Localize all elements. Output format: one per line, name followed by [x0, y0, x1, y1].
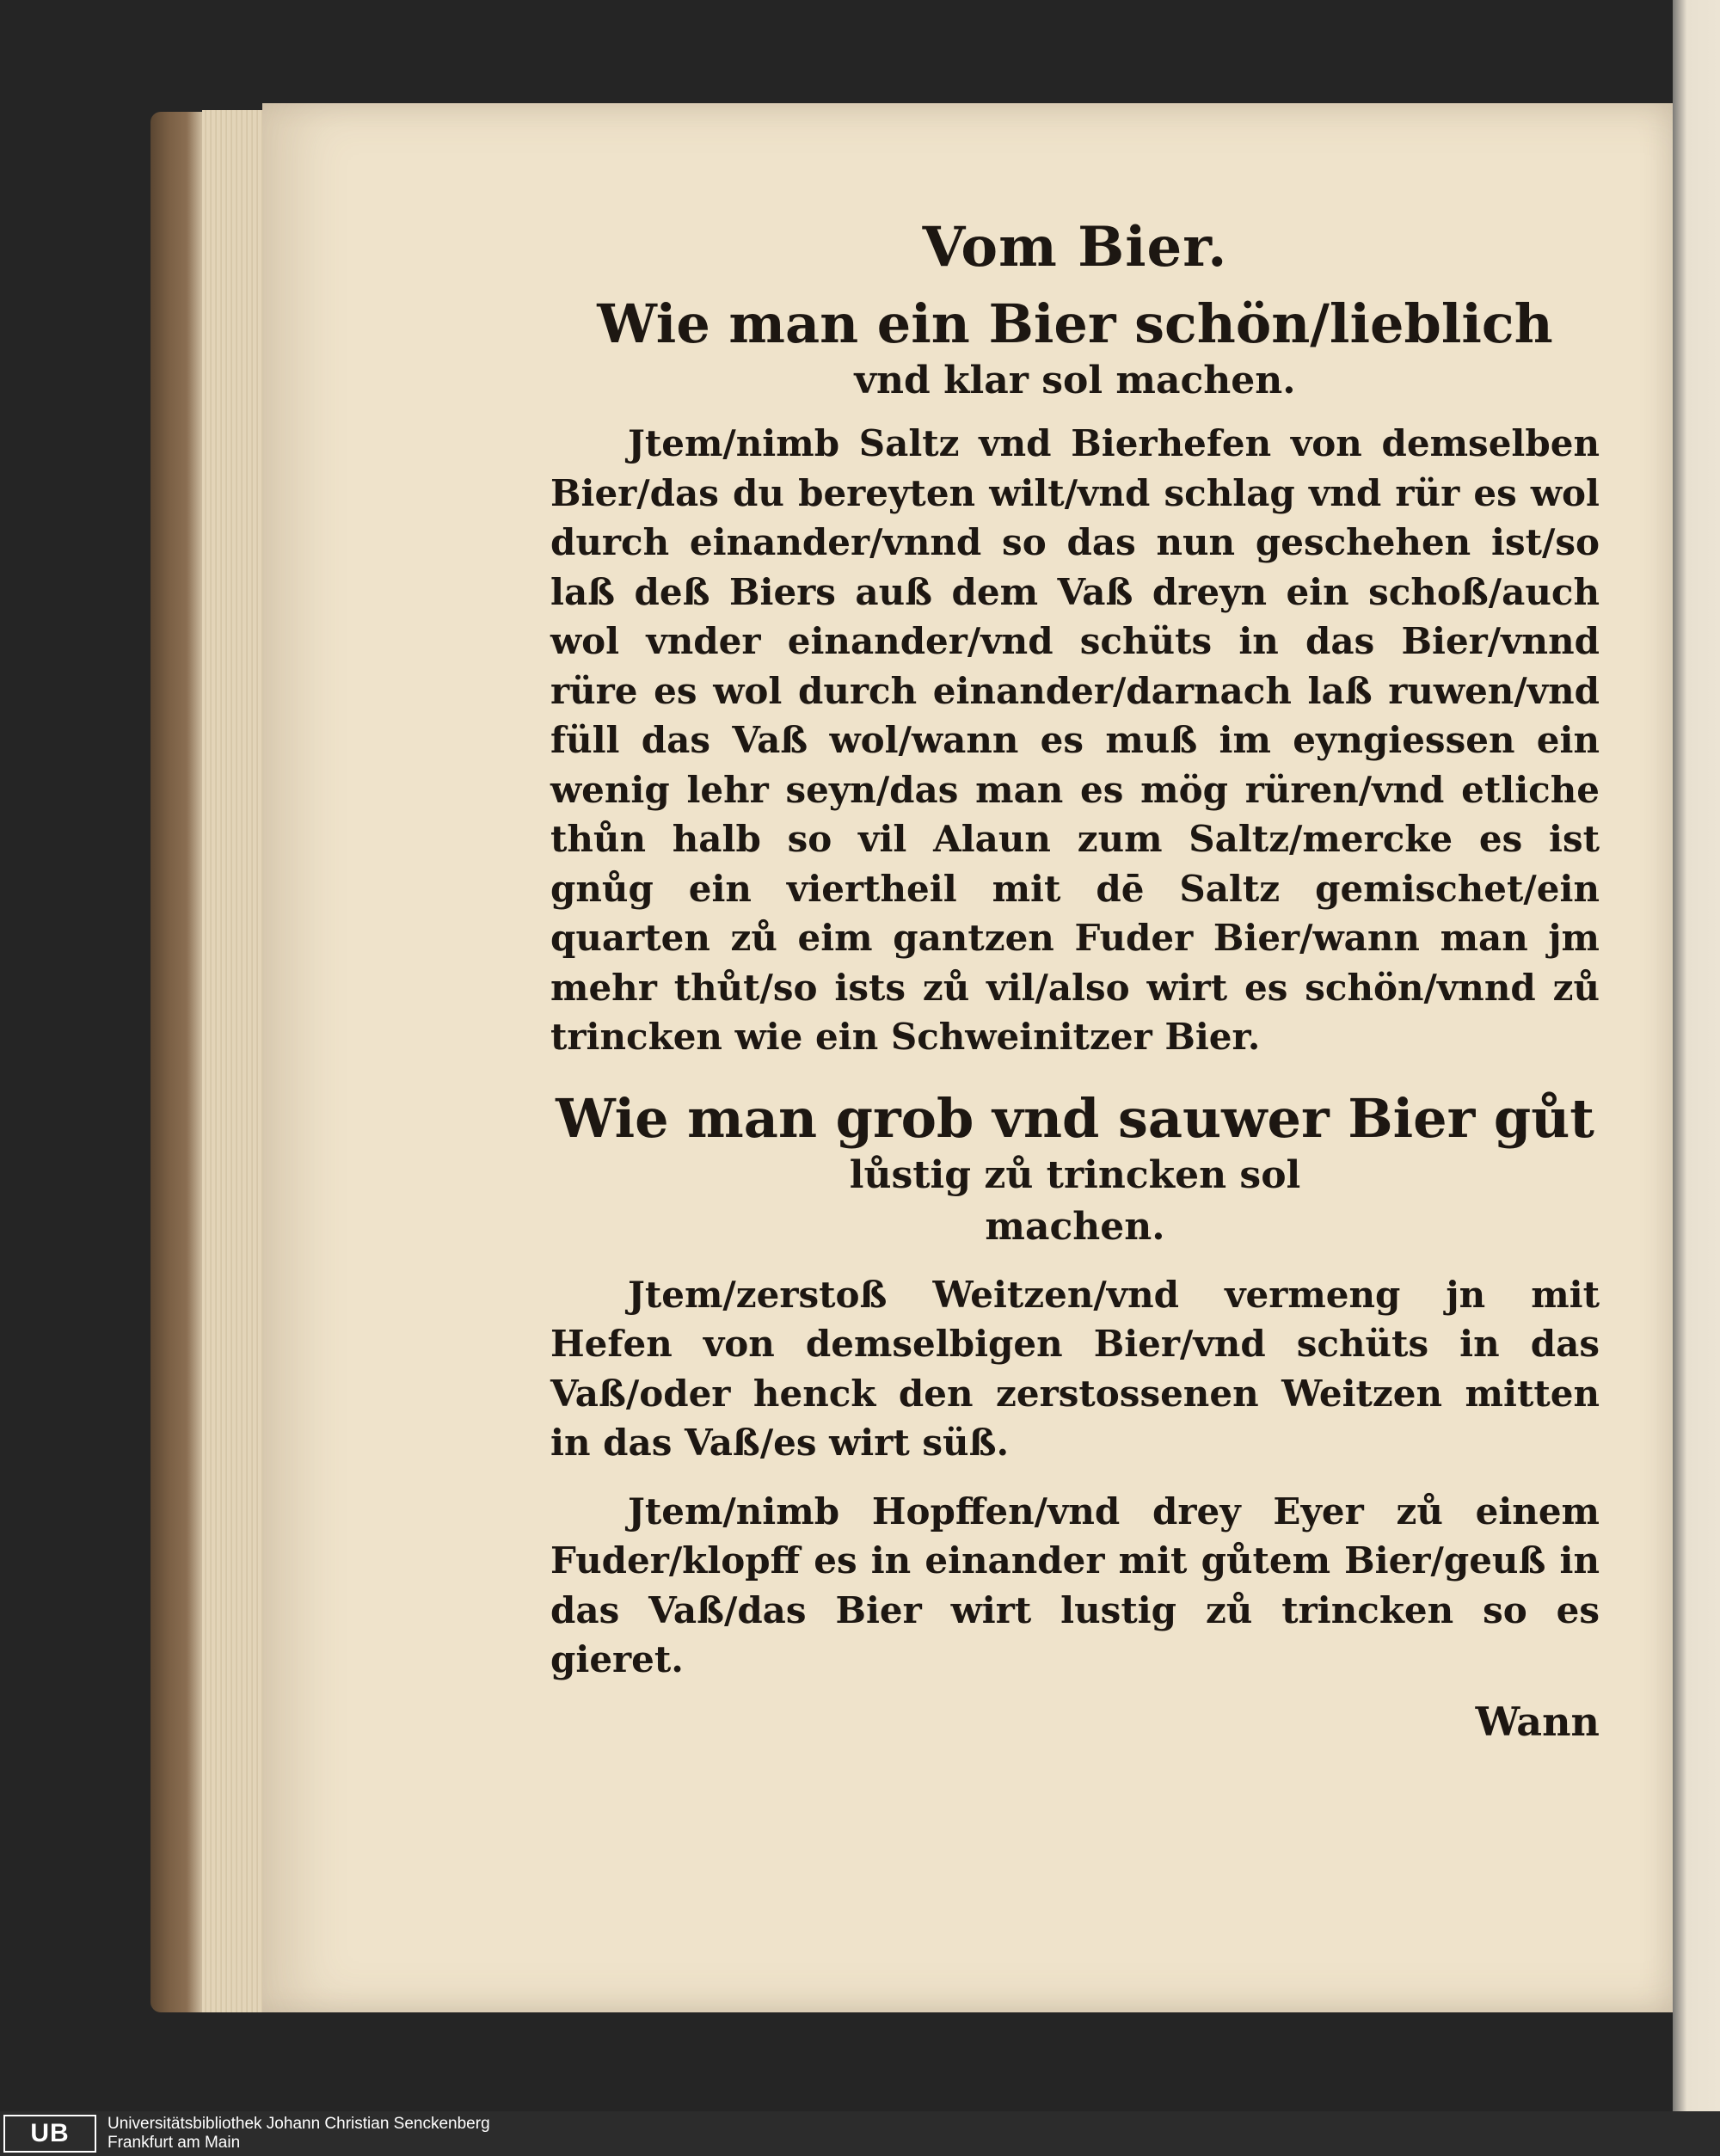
- library-footer: [0, 2111, 1720, 2156]
- footer-library-name: Universitätsbibliothek Johann Christian Senckenberg: [108, 2115, 490, 2133]
- catchword: Wann: [1475, 1698, 1600, 1745]
- footer-library-city: Frankfurt am Main: [108, 2134, 241, 2152]
- section2-title-line2: lůstig zů trincken sol: [849, 1152, 1301, 1197]
- page-heading: Vom Bier.: [922, 215, 1228, 279]
- section1-title-line2: vnd klar sol machen.: [854, 359, 1296, 402]
- section1-paragraph: Jtem/nimb Saltz vnd Bierhefen von demselben Bier/das du bereyten wilt/vnd schlag vnd rür es wol durch einander/vnnd so das nun geschehen ist/so laß deß Biers auß dem Vaß dreyn ein schoß/auch wol vnder einander/vnd schüts in das Bier/vnnd rüre es wol durch einander/darnach laß ruwen/vnd füll das Vaß wol/wann es muß im eyngiessen ein wenig lehr seyn/das man es mög rüren/vnd etliche thůn halb so vil Alaun zum Saltz/mercke es ist gnůg ein viertheil mit dē Saltz gemischet/ein quarten zů eim gantzen Fuder Bier/wann man jm mehr thůt/so ists zů vil/also wirt es schön/vnnd zů trincken wie ein Schweinitzer Bier.: [550, 422, 1600, 1058]
- library-logo: UB: [3, 2115, 96, 2153]
- section2-title-line3: machen.: [985, 1204, 1165, 1249]
- page-text: [550, 206, 1600, 1745]
- facing-page-edge: [1673, 0, 1720, 2111]
- section1-title-line1: Wie man ein Bier schön/lieblich: [597, 292, 1553, 355]
- section2-paragraph1: Jtem/zerstoß Weitzen/vnd vermeng jn mit Hefen von demselbigen Bier/vnd schüts in das Vaß/oder henck den zerstossenen Weitzen mitten in das Vaß/es wirt süß.: [550, 1273, 1600, 1464]
- section2-title-line1: Wie man grob vnd sauwer Bier gůt: [556, 1086, 1594, 1150]
- section2-paragraph2: Jtem/nimb Hopffen/vnd drey Eyer zů einem Fuder/klopff es in einander mit gůtem Bier/geuß in das Vaß/das Bier wirt lustig zů trincken so es gieret.: [550, 1490, 1600, 1680]
